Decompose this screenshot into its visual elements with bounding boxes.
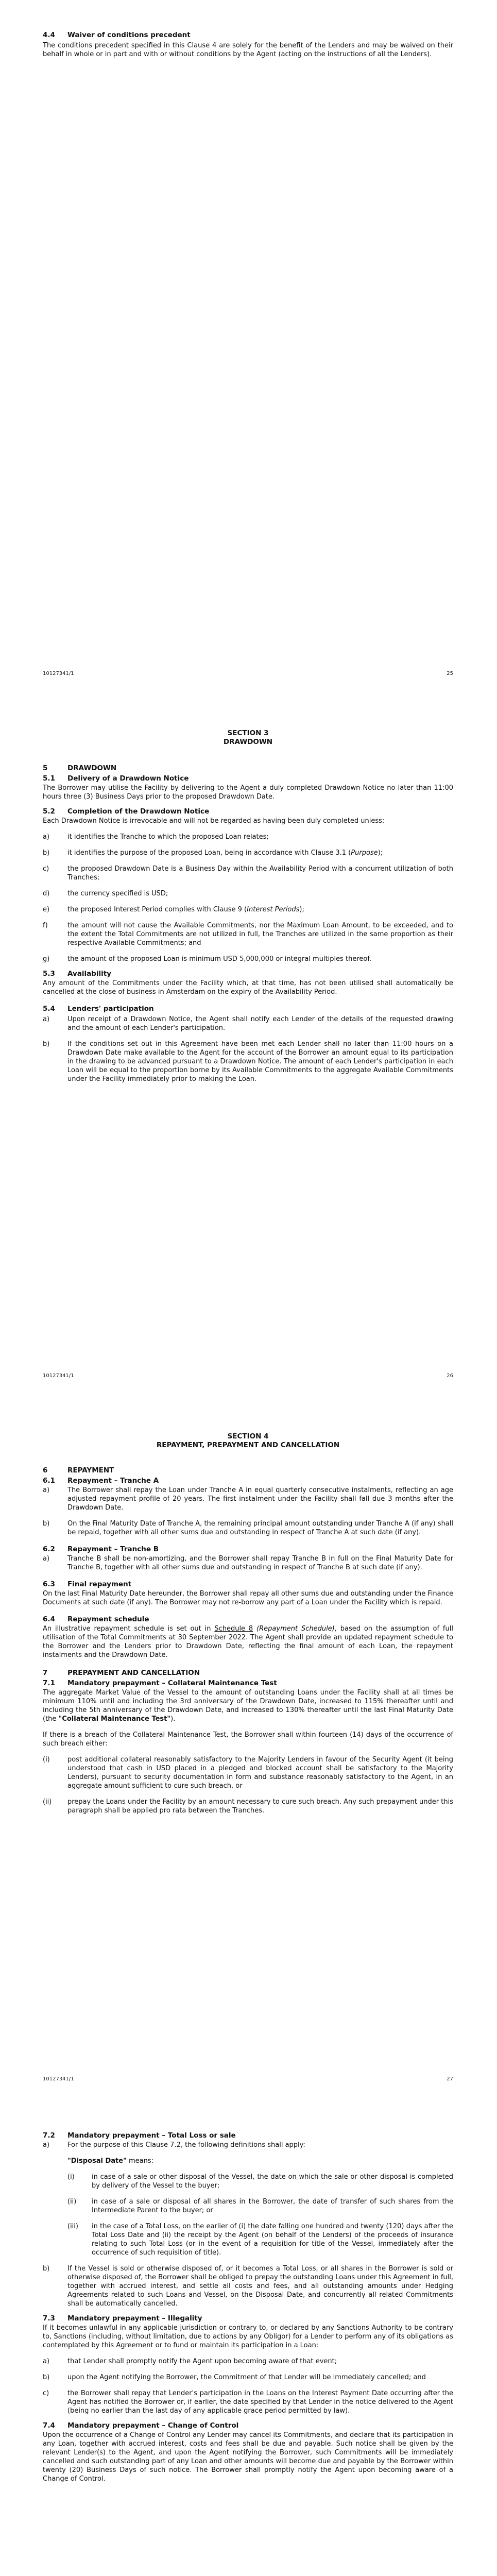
list-item: (ii) prepay the Loans under the Facility by an amount necessary to cure such breach. Any such prepayment under this paragraph shall be applied pro rata between the Tranches.: [43, 1798, 453, 1815]
schedule-reference: Schedule 8: [214, 1625, 253, 1633]
clause-heading: 5.2 Completion of the Drawdown Notice: [43, 807, 210, 816]
list-item: d) the currency specified is USD;: [43, 890, 168, 897]
page-number: 26: [447, 1373, 453, 1379]
document-reference: 10127341/1: [43, 671, 74, 676]
clause-text: The Borrower may utilise the Facility by delivering to the Agent a duly completed Drawdown Notice no later than 11:00 hours three (3) Business Days prior to the proposed Drawdown Date.: [43, 784, 453, 801]
list-item: b) On the Final Maturity Date of Tranche A, the remaining principal amount outstanding under Tranche A (if any) shall be repaid, together with all other sums due and outstanding in respect of Tranche A at such date (if any).: [43, 1520, 453, 1536]
clause-heading: 6.4 Repayment schedule: [43, 1615, 149, 1623]
list-item: a) Tranche B shall be non-amortizing, and the Borrower shall repay Tranche B in full on the Final Maturity Date for Tranche B, together with all other sums due and outstanding in respect of Tranche B at such date (if any).: [43, 1555, 453, 1571]
list-item: a) that Lender shall promptly notify the Agent upon becoming aware of that event;: [43, 2358, 337, 2365]
list-item: a) Upon receipt of a Drawdown Notice, the Agent shall notify each Lender of the details of the requested drawing and the amount of each Lender's participation.: [43, 1015, 453, 1032]
clause-text: The aggregate Market Value of the Vessel to the amount of outstanding Loans under the Facility shall at all times be minimum 110% until and including the 3rd anniversary of the Drawdown Date, increased to 115% thereafter until and including the 5th anniversary of the Drawdown Date, and increased to 130% thereafter until the last Final Maturity Date (the "Collateral Maintenance Test").: [43, 1689, 453, 1723]
clause-heading: 7.2 Mandatory prepayment – Total Loss or sale: [43, 2131, 236, 2140]
clause-heading: 5 DRAWDOWN: [43, 764, 117, 772]
list-item: b) If the conditions set out in this Agreement have been met each Lender shall no later than 11:00 hours on a Drawdown Date make available to the Agent for the account of the Borrower an amount equal to its participation in the drawing to be advanced pursuant to a Drawdown Notice. The amount of each Lender's participation in each Loan will be equal to the proportion borne by its Available Commitments to the aggregate Available Commitments under the Facility immediately prior to making the Loan.: [43, 1040, 453, 1083]
list-item: e) the proposed Interest Period complies with Clause 9 (Interest Periods);: [43, 906, 304, 913]
page-27: [0, 1406, 497, 2110]
section-name: REPAYMENT, PREPAYMENT AND CANCELLATION: [156, 1441, 340, 1449]
list-item: b) upon the Agent notifying the Borrower, the Commitment of that Lender will be immediately cancelled; and: [43, 2374, 426, 2381]
section-name: DRAWDOWN: [223, 738, 273, 746]
definition: "Disposal Date" means:: [67, 2157, 154, 2165]
clause-heading: 7.3 Mandatory prepayment – Illegality: [43, 2314, 202, 2323]
list-item: c) the Borrower shall repay that Lender's participation in the Loans on the Interest Payment Date occurring after the Agent has notified the Borrower or, if earlier, the date specified by that Lender in the notice delivered to the Agent (being no earlier than the last day of any applicable grace period permitted by law).: [43, 2389, 453, 2415]
clause-heading: 7.1 Mandatory prepayment – Collateral Maintenance Test: [43, 1679, 277, 1687]
list-item: (iii) in the case of a Total Loss, on the earlier of (i) the date falling one hundred and twenty (120) days after the Total Loss Date and (ii) the receipt by the Agent (on behalf of the Lenders) of the proceeds of insurance relating to such Total Loss (or in the event of a requisition for title of the Vessel, immediately after the occurrence of such requisition of title).: [67, 2223, 453, 2257]
list-item: (i) post additional collateral reasonably satisfactory to the Majority Lenders in favour of the Security Agent (it being understood that cash in USD placed in a pledged and blocked account shall be satisfactory to the Majority Lenders), pursuant to security documentation in form and substance reasonably satisfactory to the Agent, in an aggregate amount sufficient to cure such breach, or: [43, 1756, 453, 1790]
list-item: (ii) in case of a sale or disposal of all shares in the Borrower, the date of transfer of such shares from the Intermediate Parent to the buyer; or: [67, 2198, 453, 2214]
clause-text: On the last Final Maturity Date hereunder, the Borrower shall repay all other sums due and outstanding under the Finance Documents at such date (if any). The Borrower may not re-borrow any part of a Loan under the Facility which is repaid.: [43, 1590, 453, 1606]
page-25: [0, 0, 497, 703]
list-item: a) The Borrower shall repay the Loan under Tranche A in equal quarterly consecutive instalments, reflecting an age adjusted repayment profile of 20 years. The first instalment under the Facility shall fall due 3 months after the Drawdown Date.: [43, 1486, 453, 1512]
document-reference: 10127341/1: [43, 1373, 74, 1379]
list-item: b) it identifies the purpose of the proposed Loan, being in accordance with Clause 3.1 (Purpose);: [43, 849, 383, 857]
clause-heading: 6.2 Repayment – Tranche B: [43, 1545, 159, 1553]
document-reference: 10127341/1: [43, 2076, 74, 2082]
clause-heading: 6 REPAYMENT: [43, 1466, 114, 1475]
clause-text: If it becomes unlawful in any applicable jurisdiction or contrary to, or declared by any Sanctions Authority to be contrary to, Sanctions (including, without limitation, due to actions by any Obligor) for a Lender to perform any of its obligations as contemplated by this Agreement or to fund or maintain its participation in a Loan:: [43, 2324, 453, 2349]
clause-heading: 6.3 Final repayment: [43, 1580, 132, 1588]
section-label: SECTION 3: [227, 729, 269, 737]
list-item: g) the amount of the proposed Loan is minimum USD 5,000,000 or integral multiples thereof.: [43, 955, 372, 963]
page-number: 25: [447, 671, 453, 676]
section-label: SECTION 4: [227, 1432, 269, 1440]
list-item: c) the proposed Drawdown Date is a Business Day within the Availability Period with a concurrent utilization of both Tranches;: [43, 865, 453, 882]
list-item: (i) in case of a sale or other disposal of the Vessel, the date on which the sale or other disposal is completed by delivery of the Vessel to the buyer;: [67, 2173, 453, 2190]
clause-heading: 5.4 Lenders' participation: [43, 1005, 154, 1013]
list-item: f) the amount will not cause the Available Commitments, nor the Maximum Loan Amount, to be exceeded, and to the extent the Total Commitments are not utilized in full, the Tranches are utilized in the same proportion as their respective Available Commitments; and: [43, 922, 453, 947]
list-item: a) it identifies the Tranche to which the proposed Loan relates;: [43, 833, 269, 841]
clause-text: The conditions precedent specified in this Clause 4 are solely for the benefit of the Lenders and may be waived on their behalf in whole or in part and with or without conditions by the Agent (acting on the instructions of all the Lenders).: [43, 42, 453, 58]
clause-text: An illustrative repayment schedule is set out in Schedule 8 (Repayment Schedule), based on the assumption of full utilisation of the Total Commitments at 30 September 2022. The Agent shall provide an updated repayment schedule to the Borrower and the Lenders prior to Drawdown Date, reflecting the final amount of each Loan, the repayment instalments and the Drawdown Date.: [43, 1625, 453, 1659]
clause-heading: 4.4 Waiver of conditions precedent: [43, 31, 191, 39]
page-28: [0, 2110, 497, 2576]
list-item: a) For the purpose of this Clause 7.2, the following definitions shall apply:: [43, 2141, 305, 2149]
clause-heading: 7.4 Mandatory prepayment – Change of Control: [43, 2421, 239, 2430]
clause-text: Any amount of the Commitments under the Facility which, at that time, has not been utilised shall automatically be cancelled at the close of business in Amsterdam on the expiry of the Availability Period.: [43, 979, 453, 996]
list-item: b) If the Vessel is sold or otherwise disposed of, or it becomes a Total Loss, or all shares in the Borrower is sold or otherwise disposed of, the Borrower shall be obliged to prepay the outstanding Loans under this Agreement in full, together with accrued interest, and settle all costs and fees, and all outstanding amounts under Hedging Agreements related to such Loans and Vessel, on the Disposal Date, and concurrently all related Commitments shall be automatically cancelled.: [43, 2265, 453, 2308]
clause-text: Each Drawdown Notice is irrevocable and will not be regarded as having been duly completed unless:: [43, 817, 385, 825]
page-number: 27: [447, 2076, 453, 2082]
clause-heading: 5.3 Availability: [43, 970, 112, 978]
clause-heading: 5.1 Delivery of a Drawdown Notice: [43, 774, 189, 783]
clause-heading: 6.1 Repayment – Tranche A: [43, 1477, 159, 1485]
clause-text: Upon the occurrence of a Change of Control any Lender may cancel its Commitments, and declare that its participation in any Loan, together with accrued interest, costs and fees shall be due and payable. Such notice shall be given by the relevant Lender(s) to the Agent, and upon the Agent notifying the Borrower, such Commitments will be immediately cancelled and such outstanding part of any Loan and other amounts will become due and payable by the Borrower within twenty (20) Business Days of such notice. The Borrower shall promptly notify the Agent upon becoming aware of a Change of Control.: [43, 2431, 453, 2483]
clause-heading: 7 PREPAYMENT AND CANCELLATION: [43, 1669, 200, 1677]
page-26: [0, 703, 497, 1406]
clause-text: If there is a breach of the Collateral Maintenance Test, the Borrower shall within fourteen (14) days of the occurrence of such breach either:: [43, 1731, 453, 1748]
